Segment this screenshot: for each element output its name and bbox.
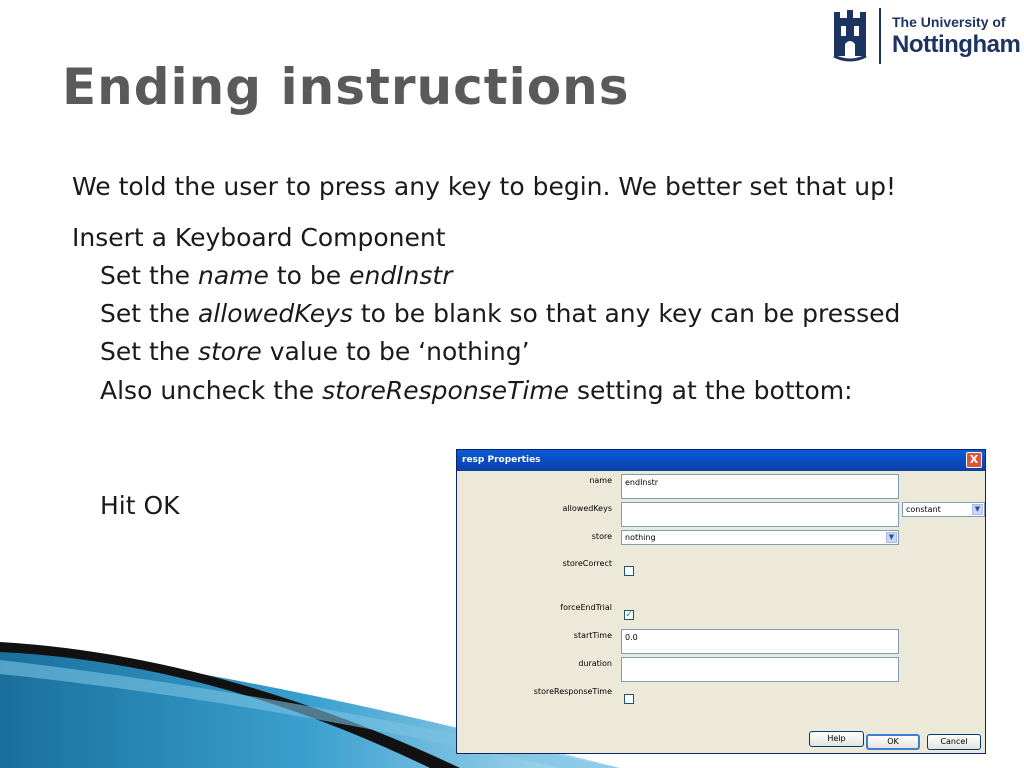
allowed-keys-input[interactable] <box>621 502 899 527</box>
step-rest: setting at the bottom: <box>569 376 853 405</box>
step-rest: to be blank so that any key can be pressed <box>352 299 901 328</box>
allowed-keys-label: allowedKeys <box>562 504 612 513</box>
logo-line2: Nottingham <box>892 31 1021 58</box>
duration-input[interactable] <box>621 657 899 682</box>
help-button[interactable]: Help <box>809 731 864 747</box>
force-end-trial-label: forceEndTrial <box>560 603 612 612</box>
allowed-keys-mode-value: constant <box>906 505 941 514</box>
name-label: name <box>589 476 612 485</box>
logo-line1: The University of <box>892 14 1006 30</box>
step-set-store <box>100 337 530 366</box>
step-set-allowed-keys <box>100 299 900 328</box>
param-name: name <box>197 261 269 290</box>
store-response-time-checkbox[interactable] <box>624 694 634 704</box>
param-name: storeResponseTime <box>322 376 570 405</box>
step-hit-ok: Hit OK <box>100 491 180 520</box>
ok-button[interactable]: OK <box>866 734 920 750</box>
store-label: store <box>591 532 612 541</box>
start-time-input[interactable]: 0.0 <box>621 629 899 654</box>
start-time-label: startTime <box>573 631 612 640</box>
close-button[interactable]: X <box>966 452 982 468</box>
duration-label: duration <box>578 659 612 668</box>
store-select[interactable] <box>621 530 899 545</box>
intro-text: We told the user to press any key to begin. We better set that up! <box>72 172 897 201</box>
university-logo <box>832 6 1022 66</box>
chevron-down-icon[interactable]: ▼ <box>886 532 897 543</box>
dialog-titlebar[interactable] <box>457 450 985 471</box>
step-middle: to be <box>268 261 350 290</box>
chevron-down-icon[interactable]: ▼ <box>972 504 983 515</box>
step-prefix: Set the <box>100 299 198 328</box>
param-name: allowedKeys <box>197 299 353 328</box>
step-prefix: Set the <box>100 261 198 290</box>
logo-divider <box>879 8 881 64</box>
param-name: store <box>197 337 262 366</box>
allowed-keys-mode-select[interactable] <box>902 502 985 517</box>
properties-panel <box>460 471 982 750</box>
step-set-name <box>100 261 453 290</box>
resp-properties-dialog <box>456 449 986 754</box>
step-prefix: Set the <box>100 337 198 366</box>
param-value: endInstr <box>349 261 453 290</box>
store-response-time-label: storeResponseTime <box>533 687 612 696</box>
store-correct-label: storeCorrect <box>562 559 612 568</box>
store-correct-checkbox[interactable] <box>624 566 634 576</box>
checkmark-icon: ✓ <box>625 610 633 620</box>
name-input[interactable]: endInstr <box>621 474 899 499</box>
store-value: nothing <box>625 533 656 542</box>
step-uncheck <box>100 376 853 405</box>
step-rest: value to be ‘nothing’ <box>261 337 530 366</box>
step-prefix: Also uncheck the <box>100 376 323 405</box>
step-insert-keyboard: Insert a Keyboard Component <box>72 223 446 252</box>
slide-title: Ending instructions <box>62 58 630 116</box>
force-end-trial-checkbox[interactable] <box>624 610 634 620</box>
dialog-title: resp Properties <box>462 455 541 465</box>
castle-crest-icon <box>832 10 868 62</box>
cancel-button[interactable]: Cancel <box>927 734 981 750</box>
